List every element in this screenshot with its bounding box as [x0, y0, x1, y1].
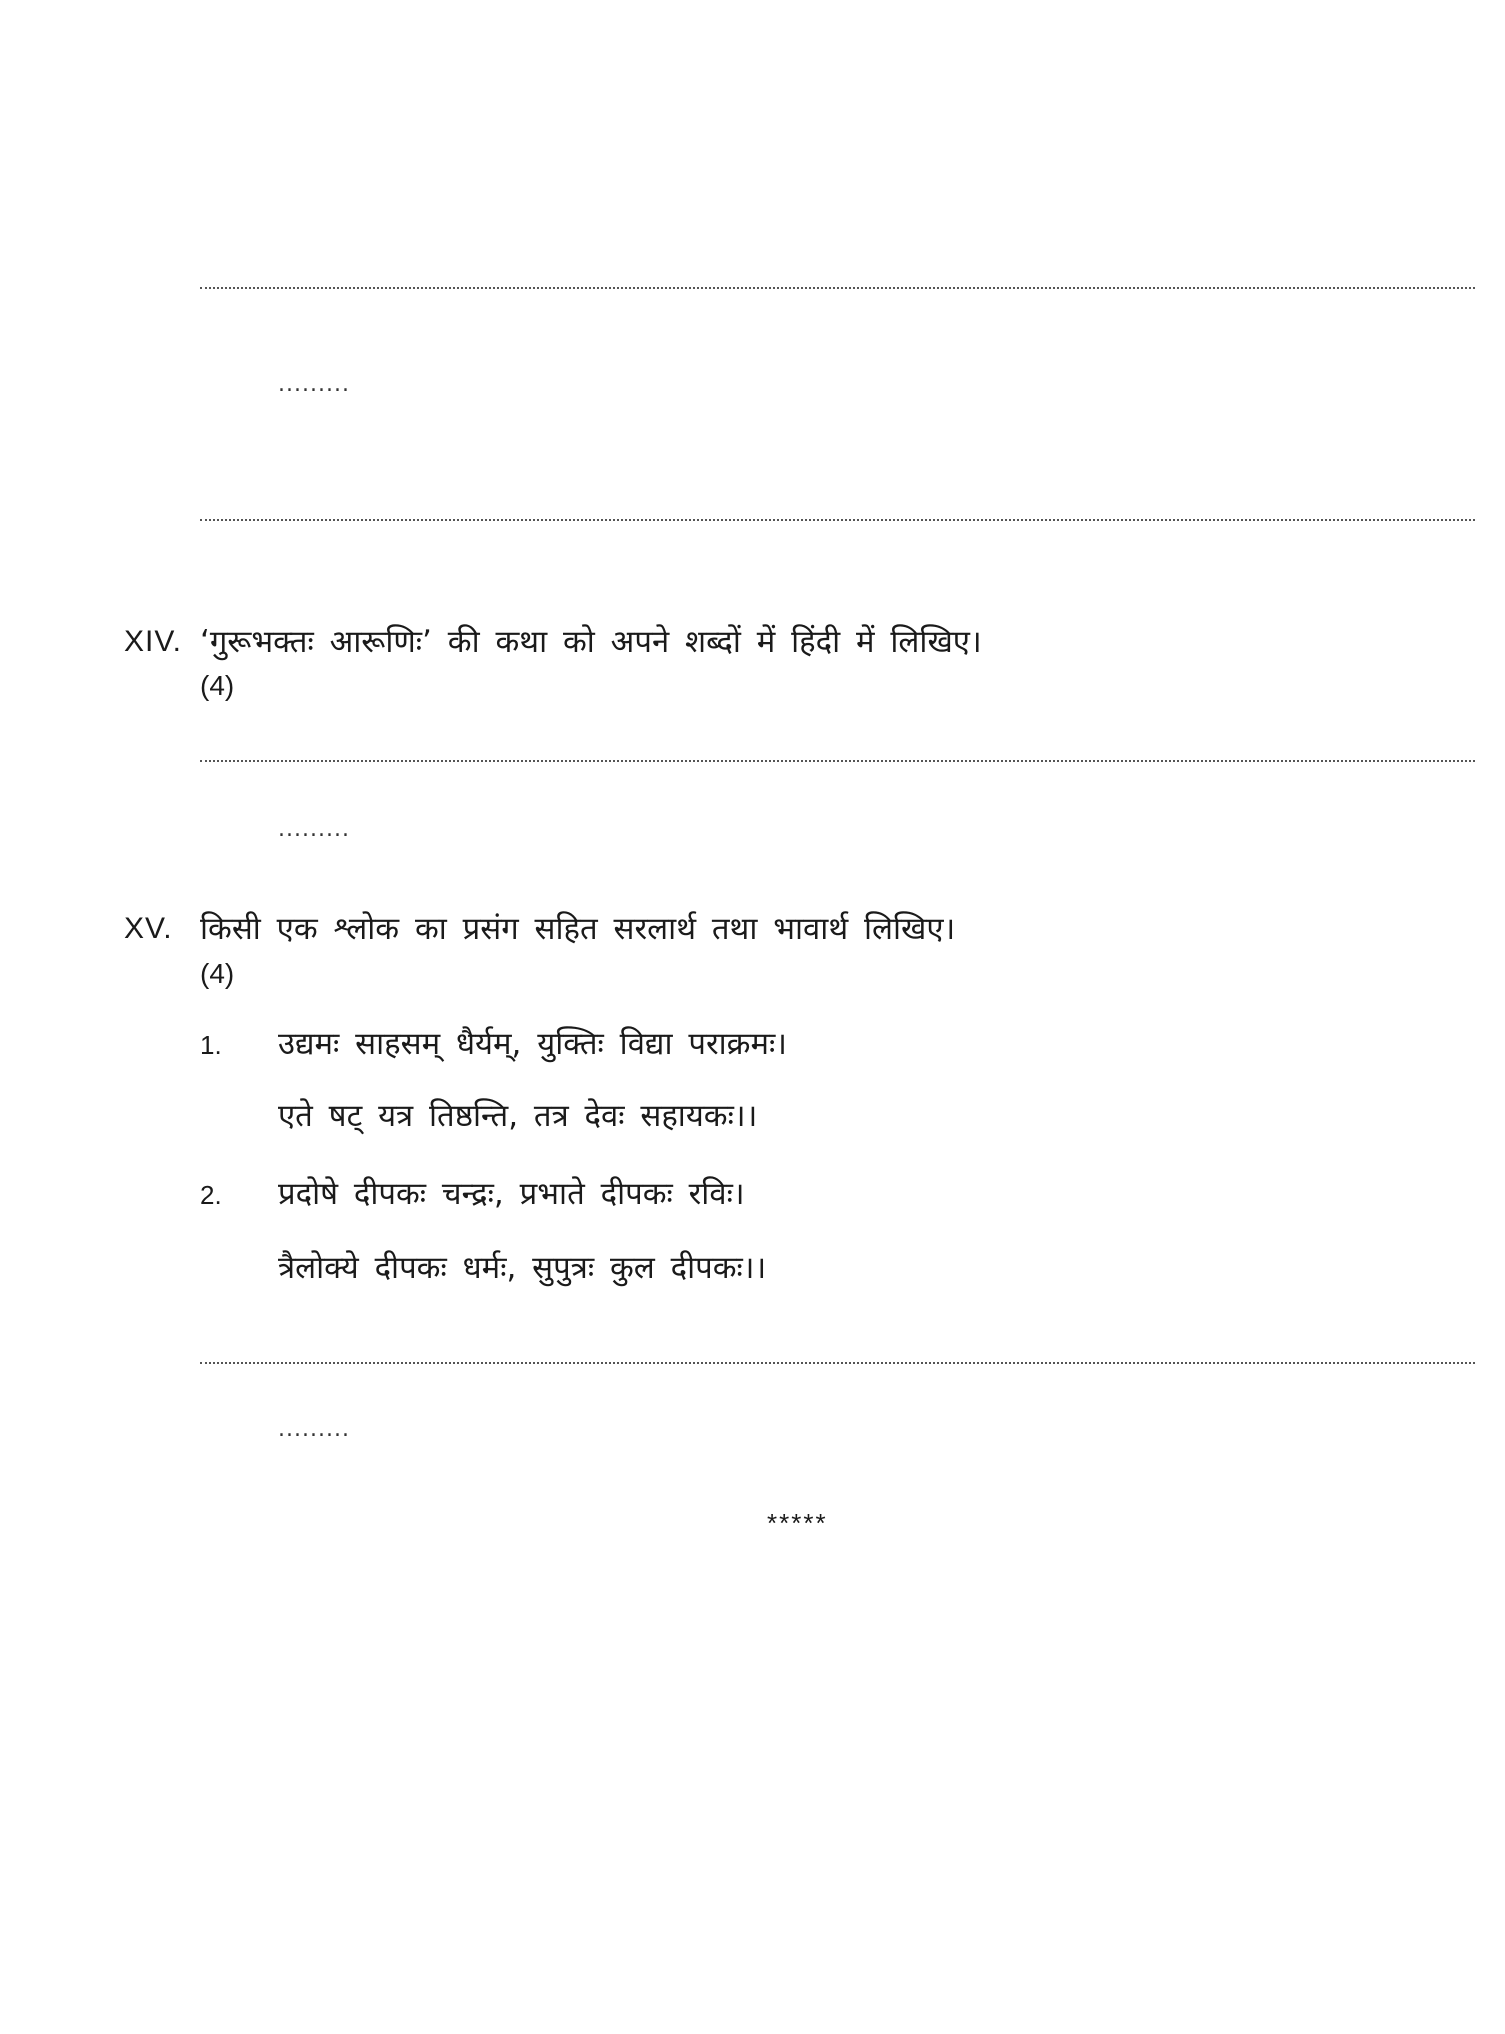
question-text-14: ‘गुरूभक्तः आरूणिः’ की कथा को अपने शब्दों में हिंदी में लिखिए। — [200, 624, 982, 660]
question-number-15: XV. — [124, 912, 173, 945]
answer-line — [200, 287, 1475, 289]
shloka-1-line-1: उद्यमः साहसम् धैर्यम्, युक्तिः विद्या पराक्रमः। — [278, 1026, 788, 1062]
answer-line-short: ......... — [278, 372, 350, 397]
answer-line-short: ......... — [278, 817, 350, 842]
shloka-number-2: 2. — [200, 1180, 222, 1210]
shloka-1-line-2: एते षट् यत्र तिष्ठन्ति, तत्र देवः सहायकः।। — [278, 1098, 758, 1134]
question-marks-14: (4) — [200, 670, 235, 701]
end-of-paper-marker: ***** — [767, 1508, 828, 1538]
question-text-15: किसी एक श्लोक का प्रसंग सहित सरलार्थ तथा भावार्थ लिखिए। — [200, 911, 956, 947]
answer-line-short: ......... — [278, 1417, 350, 1442]
answer-line — [200, 1362, 1475, 1364]
shloka-2-line-2: त्रैलोक्ये दीपकः धर्मः, सुपुत्रः कुल दीपकः।। — [278, 1250, 767, 1286]
shloka-2-line-1: प्रदोषे दीपकः चन्द्रः, प्रभाते दीपकः रविः। — [278, 1176, 745, 1212]
shloka-number-1: 1. — [200, 1030, 222, 1060]
question-number-14: XIV. — [124, 625, 182, 658]
answer-line — [200, 760, 1475, 762]
question-marks-15: (4) — [200, 958, 235, 989]
answer-line — [200, 519, 1475, 521]
